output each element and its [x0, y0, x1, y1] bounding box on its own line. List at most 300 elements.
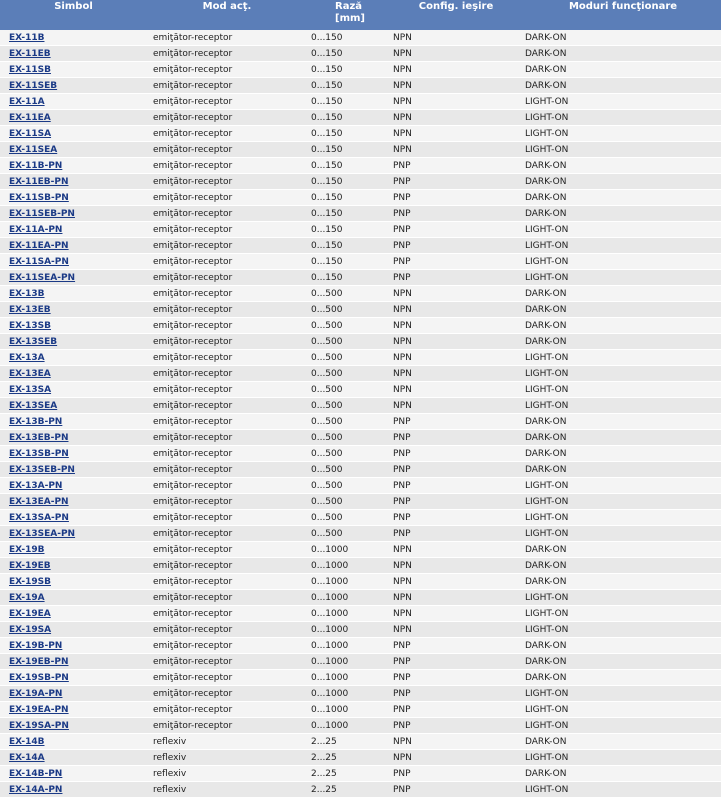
range-cell: 0...500 [307, 478, 387, 494]
function-cell: LIGHT-ON [525, 110, 721, 126]
table-row [0, 702, 721, 718]
symbol-cell [0, 446, 147, 462]
product-link[interactable]: EX-13EB [9, 304, 51, 315]
output-cell: NPN [387, 382, 525, 398]
table-row [0, 190, 721, 206]
symbol-cell [0, 158, 147, 174]
function-cell: DARK-ON [525, 430, 721, 446]
output-cell: PNP [387, 158, 525, 174]
product-link[interactable]: EX-13SEB-PN [9, 464, 75, 475]
mode-cell: emiţător-receptor [147, 30, 307, 46]
mode-cell: emiţător-receptor [147, 46, 307, 62]
output-cell: NPN [387, 622, 525, 638]
product-link[interactable]: EX-11SB-PN [9, 192, 69, 203]
range-cell: 2...25 [307, 734, 387, 750]
table-row [0, 398, 721, 414]
table-row [0, 78, 721, 94]
symbol-cell [0, 718, 147, 734]
function-cell: LIGHT-ON [525, 510, 721, 526]
product-link[interactable]: EX-11EB [9, 48, 51, 59]
function-cell: LIGHT-ON [525, 126, 721, 142]
mode-cell: emiţător-receptor [147, 718, 307, 734]
range-cell: 0...500 [307, 382, 387, 398]
table-row [0, 734, 721, 750]
output-cell: PNP [387, 510, 525, 526]
symbol-cell [0, 238, 147, 254]
symbol-cell [0, 462, 147, 478]
function-cell: LIGHT-ON [525, 382, 721, 398]
range-cell: 0...500 [307, 398, 387, 414]
output-cell: NPN [387, 126, 525, 142]
function-cell: LIGHT-ON [525, 494, 721, 510]
mode-cell: emiţător-receptor [147, 238, 307, 254]
mode-cell: emiţător-receptor [147, 542, 307, 558]
table-row [0, 718, 721, 734]
symbol-cell [0, 222, 147, 238]
range-cell: 0...500 [307, 414, 387, 430]
product-link[interactable]: EX-11A-PN [9, 224, 63, 235]
output-cell: NPN [387, 318, 525, 334]
table-row [0, 94, 721, 110]
range-cell: 0...500 [307, 494, 387, 510]
table-row [0, 318, 721, 334]
range-cell: 0...1000 [307, 638, 387, 654]
product-link[interactable]: EX-19A [9, 592, 45, 603]
mode-cell: reflexiv [147, 750, 307, 766]
table-row [0, 270, 721, 286]
product-link[interactable]: EX-19B [9, 544, 45, 555]
product-link[interactable]: EX-11SEB [9, 80, 58, 91]
range-cell: 2...25 [307, 766, 387, 782]
range-cell: 0...150 [307, 190, 387, 206]
product-link[interactable]: EX-14A-PN [9, 784, 63, 795]
symbol-cell [0, 270, 147, 286]
output-cell: PNP [387, 238, 525, 254]
product-link[interactable]: EX-11SEA-PN [9, 272, 76, 283]
range-cell: 0...1000 [307, 606, 387, 622]
output-cell: PNP [387, 430, 525, 446]
function-cell: LIGHT-ON [525, 398, 721, 414]
product-link[interactable]: EX-13A-PN [9, 480, 63, 491]
output-cell: NPN [387, 286, 525, 302]
symbol-cell [0, 590, 147, 606]
product-link[interactable]: EX-19A-PN [9, 688, 63, 699]
header-output: Config. ieşire [387, 0, 525, 30]
table-row [0, 750, 721, 766]
function-cell: LIGHT-ON [525, 750, 721, 766]
header-range-label: Rază [335, 1, 363, 12]
output-cell: NPN [387, 590, 525, 606]
output-cell: NPN [387, 734, 525, 750]
mode-cell: emiţător-receptor [147, 622, 307, 638]
symbol-cell [0, 142, 147, 158]
table-row [0, 430, 721, 446]
mode-cell: emiţător-receptor [147, 302, 307, 318]
range-cell: 0...1000 [307, 590, 387, 606]
output-cell: NPN [387, 366, 525, 382]
mode-cell: emiţător-receptor [147, 110, 307, 126]
function-cell: DARK-ON [525, 558, 721, 574]
function-cell: LIGHT-ON [525, 350, 721, 366]
symbol-cell [0, 734, 147, 750]
range-cell: 0...500 [307, 286, 387, 302]
output-cell: NPN [387, 398, 525, 414]
function-cell: LIGHT-ON [525, 254, 721, 270]
range-cell: 0...500 [307, 366, 387, 382]
product-link[interactable]: EX-11EB-PN [9, 176, 69, 187]
product-link[interactable]: EX-13B [9, 288, 45, 299]
symbol-cell [0, 62, 147, 78]
output-cell: PNP [387, 446, 525, 462]
mode-cell: reflexiv [147, 734, 307, 750]
symbol-cell [0, 110, 147, 126]
product-link[interactable]: EX-19EB-PN [9, 656, 69, 667]
output-cell: PNP [387, 638, 525, 654]
product-link[interactable]: EX-19B-PN [9, 640, 63, 651]
symbol-cell [0, 670, 147, 686]
product-link[interactable]: EX-11B-PN [9, 160, 63, 171]
symbol-cell [0, 350, 147, 366]
product-link[interactable]: EX-11B [9, 32, 45, 43]
range-cell: 0...500 [307, 446, 387, 462]
function-cell: DARK-ON [525, 78, 721, 94]
table-row [0, 558, 721, 574]
range-cell: 0...150 [307, 254, 387, 270]
symbol-cell [0, 286, 147, 302]
mode-cell: emiţător-receptor [147, 414, 307, 430]
product-link[interactable]: EX-19SA-PN [9, 720, 69, 731]
table-row [0, 334, 721, 350]
symbol-cell [0, 78, 147, 94]
output-cell: PNP [387, 190, 525, 206]
function-cell: DARK-ON [525, 46, 721, 62]
range-cell: 0...500 [307, 318, 387, 334]
range-cell: 0...150 [307, 222, 387, 238]
table-row [0, 206, 721, 222]
mode-cell: emiţător-receptor [147, 398, 307, 414]
table-row [0, 606, 721, 622]
function-cell: DARK-ON [525, 334, 721, 350]
symbol-cell [0, 686, 147, 702]
function-cell: LIGHT-ON [525, 142, 721, 158]
range-cell: 0...150 [307, 238, 387, 254]
table-row [0, 222, 721, 238]
product-link[interactable]: EX-13EB-PN [9, 432, 69, 443]
mode-cell: emiţător-receptor [147, 318, 307, 334]
function-cell: LIGHT-ON [525, 526, 721, 542]
symbol-cell [0, 574, 147, 590]
function-cell: DARK-ON [525, 62, 721, 78]
product-link[interactable]: EX-11SB [9, 64, 51, 75]
table-row [0, 302, 721, 318]
range-cell: 2...25 [307, 782, 387, 798]
function-cell: DARK-ON [525, 158, 721, 174]
range-cell: 0...150 [307, 158, 387, 174]
symbol-cell [0, 494, 147, 510]
output-cell: PNP [387, 174, 525, 190]
output-cell: NPN [387, 78, 525, 94]
table-row [0, 30, 721, 46]
table-row [0, 382, 721, 398]
mode-cell: emiţător-receptor [147, 254, 307, 270]
product-link[interactable]: EX-19SB [9, 576, 51, 587]
symbol-cell [0, 46, 147, 62]
range-cell: 0...150 [307, 94, 387, 110]
mode-cell: emiţător-receptor [147, 350, 307, 366]
symbol-cell [0, 750, 147, 766]
mode-cell: emiţător-receptor [147, 126, 307, 142]
range-cell: 0...150 [307, 126, 387, 142]
output-cell: PNP [387, 254, 525, 270]
function-cell: DARK-ON [525, 190, 721, 206]
function-cell: DARK-ON [525, 638, 721, 654]
function-cell: LIGHT-ON [525, 270, 721, 286]
table-row [0, 638, 721, 654]
mode-cell: emiţător-receptor [147, 670, 307, 686]
range-cell: 0...1000 [307, 622, 387, 638]
function-cell: LIGHT-ON [525, 238, 721, 254]
symbol-cell [0, 478, 147, 494]
function-cell: DARK-ON [525, 670, 721, 686]
symbol-cell [0, 254, 147, 270]
range-cell: 0...500 [307, 302, 387, 318]
mode-cell: emiţător-receptor [147, 158, 307, 174]
range-cell: 0...150 [307, 270, 387, 286]
output-cell: PNP [387, 478, 525, 494]
function-cell: DARK-ON [525, 174, 721, 190]
function-cell: LIGHT-ON [525, 478, 721, 494]
product-link[interactable]: EX-13SB [9, 320, 51, 331]
range-cell: 0...1000 [307, 670, 387, 686]
mode-cell: emiţător-receptor [147, 62, 307, 78]
product-link[interactable]: EX-13SEB [9, 336, 58, 347]
mode-cell: emiţător-receptor [147, 526, 307, 542]
output-cell: NPN [387, 94, 525, 110]
product-link[interactable]: EX-11EA-PN [9, 240, 69, 251]
symbol-cell [0, 382, 147, 398]
output-cell: NPN [387, 750, 525, 766]
product-link[interactable]: EX-11SA [9, 128, 52, 139]
range-cell: 0...500 [307, 526, 387, 542]
table-row [0, 494, 721, 510]
product-link[interactable]: EX-13B-PN [9, 416, 63, 427]
symbol-cell [0, 398, 147, 414]
output-cell: PNP [387, 686, 525, 702]
mode-cell: emiţător-receptor [147, 590, 307, 606]
output-cell: NPN [387, 110, 525, 126]
function-cell: DARK-ON [525, 318, 721, 334]
symbol-cell [0, 702, 147, 718]
function-cell: LIGHT-ON [525, 366, 721, 382]
symbol-cell [0, 510, 147, 526]
mode-cell: emiţător-receptor [147, 606, 307, 622]
table-row [0, 574, 721, 590]
function-cell: DARK-ON [525, 462, 721, 478]
table-row [0, 110, 721, 126]
output-cell: PNP [387, 670, 525, 686]
symbol-cell [0, 606, 147, 622]
symbol-cell [0, 190, 147, 206]
output-cell: PNP [387, 702, 525, 718]
symbol-cell [0, 782, 147, 798]
mode-cell: emiţător-receptor [147, 366, 307, 382]
product-link[interactable]: EX-14A [9, 752, 45, 763]
table-row [0, 174, 721, 190]
product-link[interactable]: EX-13SA [9, 384, 52, 395]
mode-cell: emiţător-receptor [147, 78, 307, 94]
header-functions: Moduri funcţionare [525, 0, 721, 30]
product-link[interactable]: EX-13EA-PN [9, 496, 69, 507]
range-cell: 0...500 [307, 430, 387, 446]
product-link[interactable]: EX-14B [9, 736, 45, 747]
table-row [0, 46, 721, 62]
output-cell: NPN [387, 350, 525, 366]
table-header [0, 0, 721, 30]
output-cell: NPN [387, 46, 525, 62]
output-cell: NPN [387, 62, 525, 78]
range-cell: 0...1000 [307, 574, 387, 590]
mode-cell: emiţător-receptor [147, 94, 307, 110]
product-link[interactable]: EX-19EB [9, 560, 51, 571]
output-cell: NPN [387, 142, 525, 158]
mode-cell: emiţător-receptor [147, 654, 307, 670]
output-cell: PNP [387, 718, 525, 734]
header-range-unit: [mm] [335, 13, 365, 24]
product-link[interactable]: EX-19EA-PN [9, 704, 69, 715]
table-row [0, 622, 721, 638]
function-cell: LIGHT-ON [525, 622, 721, 638]
table-row [0, 238, 721, 254]
table-row [0, 158, 721, 174]
mode-cell: reflexiv [147, 782, 307, 798]
function-cell: LIGHT-ON [525, 782, 721, 798]
output-cell: PNP [387, 766, 525, 782]
range-cell: 0...1000 [307, 542, 387, 558]
symbol-cell [0, 558, 147, 574]
product-link[interactable]: EX-14B-PN [9, 768, 63, 779]
symbol-cell [0, 302, 147, 318]
range-cell: 0...1000 [307, 718, 387, 734]
output-cell: NPN [387, 542, 525, 558]
table-row [0, 446, 721, 462]
output-cell: NPN [387, 606, 525, 622]
function-cell: DARK-ON [525, 30, 721, 46]
table-row [0, 510, 721, 526]
table-row [0, 62, 721, 78]
product-link[interactable]: EX-13SEA [9, 400, 58, 411]
mode-cell: emiţător-receptor [147, 430, 307, 446]
mode-cell: emiţător-receptor [147, 574, 307, 590]
range-cell: 0...1000 [307, 686, 387, 702]
mode-cell: emiţător-receptor [147, 510, 307, 526]
function-cell: DARK-ON [525, 302, 721, 318]
symbol-cell [0, 366, 147, 382]
output-cell: PNP [387, 526, 525, 542]
symbol-cell [0, 542, 147, 558]
symbol-cell [0, 638, 147, 654]
product-link[interactable]: EX-11SA-PN [9, 256, 69, 267]
table-row [0, 670, 721, 686]
function-cell: LIGHT-ON [525, 606, 721, 622]
range-cell: 0...150 [307, 62, 387, 78]
product-link[interactable]: EX-19EA [9, 608, 51, 619]
output-cell: NPN [387, 302, 525, 318]
table-row [0, 414, 721, 430]
mode-cell: emiţător-receptor [147, 286, 307, 302]
function-cell: LIGHT-ON [525, 686, 721, 702]
product-link[interactable]: EX-19SB-PN [9, 672, 69, 683]
function-cell: LIGHT-ON [525, 590, 721, 606]
product-link[interactable]: EX-13A [9, 352, 45, 363]
table-row [0, 350, 721, 366]
mode-cell: emiţător-receptor [147, 446, 307, 462]
range-cell: 0...150 [307, 142, 387, 158]
product-link[interactable]: EX-13EA [9, 368, 51, 379]
symbol-cell [0, 318, 147, 334]
table-body [0, 30, 721, 798]
product-link[interactable]: EX-13SB-PN [9, 448, 69, 459]
output-cell: NPN [387, 574, 525, 590]
mode-cell: emiţător-receptor [147, 174, 307, 190]
product-link[interactable]: EX-11SEA [9, 144, 58, 155]
table-row [0, 286, 721, 302]
header-range [307, 0, 387, 30]
symbol-cell [0, 94, 147, 110]
function-cell: DARK-ON [525, 286, 721, 302]
product-link[interactable]: EX-11EA [9, 112, 51, 123]
header-mode: Mod acţ. [147, 0, 307, 30]
symbol-cell [0, 526, 147, 542]
output-cell: PNP [387, 270, 525, 286]
output-cell: PNP [387, 462, 525, 478]
product-link[interactable]: EX-11A [9, 96, 45, 107]
output-cell: NPN [387, 30, 525, 46]
table-row [0, 478, 721, 494]
symbol-cell [0, 430, 147, 446]
product-link[interactable]: EX-19SA [9, 624, 52, 635]
table-row [0, 686, 721, 702]
mode-cell: emiţător-receptor [147, 206, 307, 222]
mode-cell: emiţător-receptor [147, 270, 307, 286]
function-cell: DARK-ON [525, 654, 721, 670]
output-cell: NPN [387, 334, 525, 350]
table-row [0, 254, 721, 270]
product-link[interactable]: EX-13SA-PN [9, 512, 69, 523]
product-link[interactable]: EX-13SEA-PN [9, 528, 76, 539]
mode-cell: emiţător-receptor [147, 702, 307, 718]
range-cell: 0...500 [307, 334, 387, 350]
function-cell: LIGHT-ON [525, 222, 721, 238]
symbol-cell [0, 206, 147, 222]
mode-cell: emiţător-receptor [147, 190, 307, 206]
mode-cell: emiţător-receptor [147, 494, 307, 510]
range-cell: 0...150 [307, 78, 387, 94]
output-cell: PNP [387, 782, 525, 798]
mode-cell: emiţător-receptor [147, 638, 307, 654]
product-link[interactable]: EX-11SEB-PN [9, 208, 75, 219]
function-cell: DARK-ON [525, 766, 721, 782]
header-symbol: Simbol [0, 0, 147, 30]
function-cell: LIGHT-ON [525, 702, 721, 718]
output-cell: PNP [387, 494, 525, 510]
range-cell: 0...150 [307, 174, 387, 190]
table-row [0, 366, 721, 382]
table-row [0, 142, 721, 158]
table-row [0, 766, 721, 782]
range-cell: 0...1000 [307, 654, 387, 670]
function-cell: DARK-ON [525, 206, 721, 222]
range-cell: 0...1000 [307, 702, 387, 718]
